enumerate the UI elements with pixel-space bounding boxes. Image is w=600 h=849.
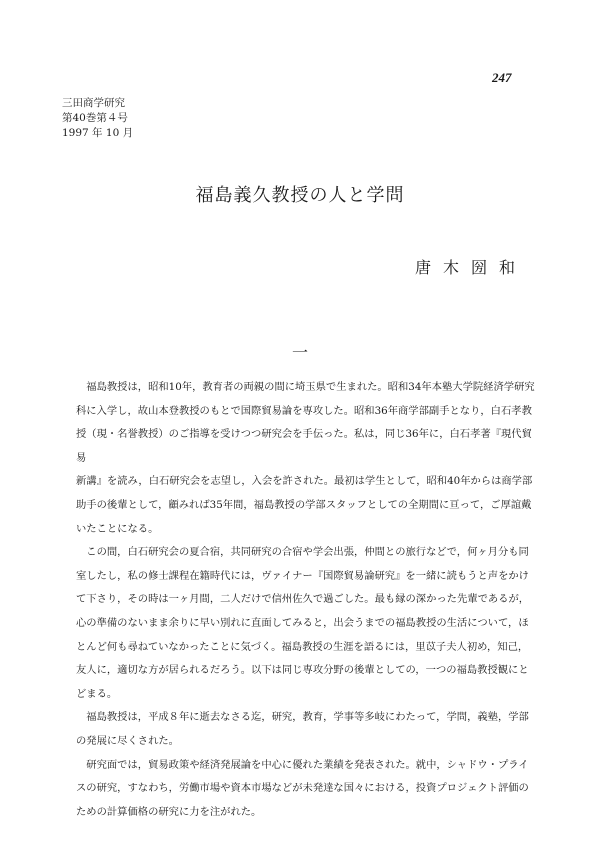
body-line: の発展に尽くされた。 [76, 734, 179, 747]
body-line: スの研究，すなわち，労働市場や資本市場などが未発達な国々における，投資プロジェクト評価の [76, 782, 529, 795]
journal-volume: 第40巻第４号 [62, 112, 128, 124]
body-line: ための計算価格の研究に力を注がれた。 [76, 805, 262, 818]
journal-name: 三田商学研究 [62, 97, 125, 109]
body-line: どまる。 [76, 687, 118, 700]
body-line: この間，白石研究会の夏合宿，共同研究の合宿や学会出張，仲間との旅行などで，何ヶ月分も同 [76, 546, 529, 559]
body-line: とんど何も尋ねていなかったことに気づく。福島教授の生涯を語るには，里苡子夫人初め，知己， [76, 640, 529, 653]
body-line: いたことになる。 [76, 522, 159, 535]
body-line: 研究面では，貿易政策や経済発展論を中心に優れた業績を発表された。就中，シャドウ・プライ [76, 758, 529, 771]
body-line: 福島教授は，平成８年に逝去なさる迄，研究，教育，学事等多岐にわたって，学問，義塾，学部 [76, 711, 529, 724]
section-number: 一 [291, 343, 308, 362]
body-line: 助手の後輩として，顧みれば35年間，福島教授の学部スタッフとしての全期間に亘って，ご厚誼戴 [76, 498, 532, 511]
journal-info [62, 96, 133, 141]
body-line: 新講』を読み，白石研究会を志望し，入会を許された。最初は学生として，昭和40年からは商学部 [76, 475, 533, 488]
body-line: 友人に，適切な方が居られるだろう。以下は同じ専攻分野の後輩としての，一つの福島教授観にと [76, 664, 529, 677]
article-title: 福島義久教授の人と学問 [195, 185, 405, 206]
page-number: 247 [492, 70, 512, 85]
body-line: 室したし，私の修士課程在籍時代には，ヴァイナー『国際貿易論研究』を一緒に読もうと声をかけ [76, 569, 529, 582]
body-text [76, 376, 538, 824]
body-line: て下さり，その時は一ヶ月間，二人だけで信州佐久で過ごした。最も縁の深かった先輩であるが， [76, 593, 530, 606]
body-line: 科に入学し，故山本登教授のもとで国際貿易論を専攻した。昭和36年商学部副手となり，白石孝教 [76, 404, 532, 417]
body-line: 心の準備のないまま余りに早い別れに直面してみると，出会うまでの福島教授の生活について，ほ [76, 616, 529, 629]
body-line: 授（現・名誉教授）のご指導を受けつつ研究会を手伝った。私は，同じ36年に，白石孝著『現代貿易 [76, 428, 532, 464]
author-name: 唐木圀和 [415, 258, 528, 277]
body-line: 福島教授は，昭和10年，教育者の両親の間に埼玉県で生まれた。昭和34年本塾大学院経済学研究 [76, 381, 535, 393]
journal-date: 1997 年 10 月 [62, 127, 134, 139]
